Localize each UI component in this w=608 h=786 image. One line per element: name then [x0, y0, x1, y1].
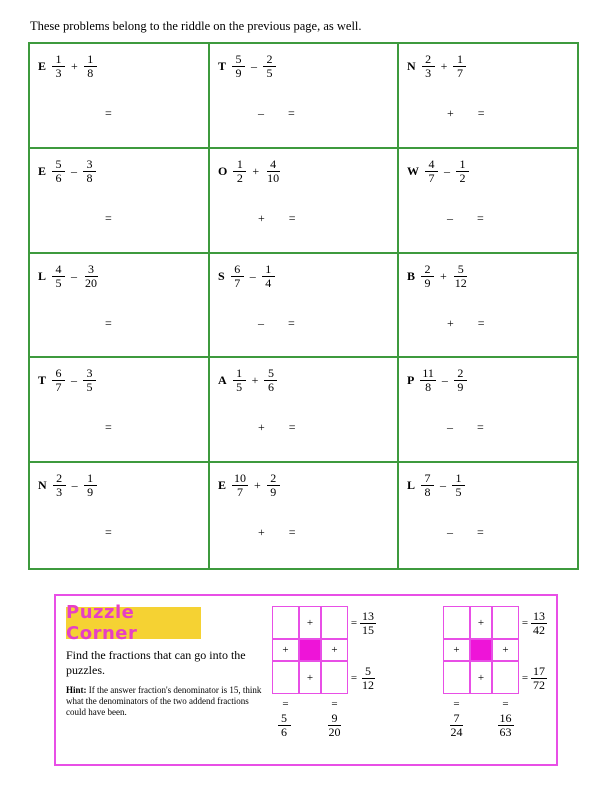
answer-symbol: – — [447, 210, 453, 225]
problem-cell — [30, 149, 210, 254]
answer-symbol: = — [105, 106, 112, 120]
fraction-a — [425, 158, 438, 185]
numerator: 2 — [454, 367, 467, 381]
problem-expression — [407, 472, 465, 499]
column-result-fraction — [498, 712, 514, 739]
puzzle-blank-cell[interactable] — [443, 606, 470, 639]
numerator: 9 — [328, 712, 341, 726]
fraction-a — [52, 53, 65, 80]
problem-expression — [407, 263, 469, 290]
puzzle-blank-cell[interactable] — [272, 661, 299, 694]
denominator: 42 — [533, 622, 545, 637]
answer-symbol: = — [105, 315, 112, 330]
fraction-b — [84, 472, 97, 499]
problem-cell — [210, 463, 399, 568]
answer-area — [447, 211, 484, 226]
answer-symbol: = — [105, 525, 112, 540]
numerator: 1 — [262, 263, 275, 277]
puzzle-center-block — [470, 639, 492, 661]
problem-cell — [399, 254, 577, 359]
numerator: 5 — [232, 53, 245, 67]
numerator: 1 — [84, 53, 97, 67]
problem-expression — [38, 158, 96, 185]
row-result-fraction — [531, 665, 547, 692]
numerator: 5 — [52, 158, 65, 172]
plus-sign: + — [282, 644, 289, 656]
denominator: 7 — [237, 485, 244, 500]
problem-letter: E — [38, 59, 47, 73]
puzzle-blank-cell[interactable] — [492, 661, 519, 694]
fraction-b — [454, 367, 467, 394]
problem-expression — [407, 53, 466, 80]
answer-area — [258, 316, 295, 331]
row-result-fraction — [360, 610, 376, 637]
equals-sign: = — [282, 698, 289, 710]
answer-symbol: = — [477, 420, 484, 435]
numerator: 1 — [456, 158, 469, 172]
numerator: 17 — [533, 663, 545, 678]
problem-cell — [210, 149, 399, 254]
fraction-b — [453, 263, 469, 290]
fraction-a — [422, 53, 435, 80]
numerator: 7 — [450, 712, 463, 726]
row-result-fraction — [531, 610, 547, 637]
problem-letter: O — [218, 163, 228, 178]
denominator: 6 — [55, 170, 62, 185]
answer-symbol: + — [258, 420, 265, 435]
fraction-b — [453, 53, 466, 80]
problem-letter: W — [407, 163, 419, 178]
equals-sign: = — [502, 698, 509, 710]
numerator: 6 — [231, 263, 244, 277]
operator: – — [71, 163, 78, 178]
fraction-a — [232, 472, 248, 499]
fraction-a — [420, 367, 436, 394]
numerator: 13 — [362, 608, 374, 623]
puzzle-blank-cell[interactable] — [443, 661, 470, 694]
denominator: 3 — [425, 66, 432, 80]
fraction-b — [264, 367, 277, 394]
plus-sign: + — [306, 671, 314, 684]
fraction-a — [232, 53, 245, 80]
answer-symbol: + — [258, 525, 265, 540]
denominator: 6 — [267, 380, 274, 395]
equals-sign: = — [521, 671, 529, 684]
problem-cell — [210, 254, 399, 359]
puzzle-corner-hint — [66, 685, 266, 718]
problem-cell — [399, 358, 577, 463]
denominator: 5 — [55, 275, 62, 290]
answer-symbol: + — [447, 106, 454, 120]
numerator: 5 — [362, 665, 375, 679]
problem-letter: B — [407, 268, 416, 283]
numerator: 1 — [233, 367, 246, 381]
problem-letter: E — [38, 163, 47, 178]
answer-symbol: = — [288, 106, 295, 120]
denominator: 10 — [267, 170, 280, 185]
answer-symbol: = — [105, 210, 112, 225]
numerator: 1 — [233, 158, 246, 172]
problem-letter: E — [218, 478, 227, 493]
answer-symbol: – — [258, 315, 264, 330]
operator: – — [249, 268, 256, 283]
answer-symbol: = — [288, 525, 296, 540]
answer-symbol: = — [477, 210, 484, 225]
denominator: 4 — [265, 275, 272, 290]
answer-symbol: = — [477, 106, 485, 120]
puzzle-blank-cell[interactable] — [492, 606, 519, 639]
answer-area — [258, 420, 296, 435]
numerator: 1 — [52, 53, 65, 67]
puzzle-blank-cell[interactable] — [272, 606, 299, 639]
fraction-b — [262, 263, 275, 290]
answer-symbol: = — [477, 315, 485, 330]
fraction-a — [52, 263, 65, 290]
equals-sign: = — [350, 671, 358, 684]
equals-sign: = — [350, 616, 358, 629]
denominator: 9 — [270, 485, 277, 500]
denominator: 2 — [459, 170, 466, 185]
plus-sign: + — [306, 616, 314, 629]
denominator: 3 — [55, 66, 62, 80]
answer-symbol: + — [447, 315, 454, 330]
problem-cell — [210, 44, 399, 149]
hint-text: If the answer fraction's denominator is 15, think what the denominators of the two addend fractions could have been. — [66, 685, 262, 717]
column-result-fraction — [449, 712, 465, 739]
numerator: 1 — [452, 472, 465, 486]
fraction-a — [421, 263, 434, 290]
denominator: 3 — [56, 485, 63, 500]
puzzle-blank-cell[interactable] — [321, 606, 348, 639]
numerator: 4 — [267, 158, 280, 172]
answer-area — [447, 106, 485, 121]
plus-sign: + — [453, 644, 460, 656]
problem-expression — [218, 53, 276, 80]
numerator: 2 — [53, 472, 66, 486]
answer-symbol: = — [288, 210, 296, 225]
denominator: 5 — [455, 485, 462, 500]
denominator: 15 — [362, 622, 374, 637]
plus-sign: + — [477, 616, 485, 629]
operator: – — [71, 268, 78, 283]
equals-sign: = — [331, 698, 338, 710]
answer-symbol: = — [477, 525, 484, 540]
fraction-a — [421, 472, 434, 499]
numerator: 1 — [453, 53, 466, 67]
answer-area — [447, 316, 485, 331]
fraction-a — [52, 367, 65, 394]
fraction-a — [53, 472, 66, 499]
denominator: 9 — [235, 66, 242, 80]
operator: – — [251, 59, 258, 73]
denominator: 6 — [281, 725, 287, 739]
fraction-a — [233, 367, 246, 394]
problem-letter: T — [218, 59, 227, 73]
numerator: 11 — [422, 366, 434, 381]
operator: – — [444, 163, 450, 178]
problem-cell — [30, 254, 210, 359]
plus-sign: + — [502, 644, 509, 656]
operator: – — [440, 478, 447, 493]
operator: – — [71, 478, 78, 493]
operator: + — [440, 268, 447, 283]
problem-expression — [38, 472, 97, 499]
fraction-b — [263, 53, 276, 80]
answer-symbol: – — [447, 525, 453, 540]
equals-sign: = — [521, 616, 529, 629]
problem-letter: L — [38, 268, 47, 283]
numerator: 2 — [422, 53, 435, 67]
denominator: 5 — [266, 66, 273, 80]
fraction-a — [52, 158, 65, 185]
answer-area — [105, 525, 112, 540]
problem-cell — [30, 463, 210, 568]
operator: + — [254, 478, 261, 493]
problem-cell — [30, 358, 210, 463]
denominator: 5 — [236, 380, 243, 395]
denominator: 9 — [424, 275, 431, 290]
answer-symbol: = — [288, 315, 295, 330]
fraction-b — [83, 367, 96, 394]
answer-area — [447, 525, 484, 540]
numerator: 10 — [234, 471, 247, 486]
numerator: 2 — [263, 53, 276, 67]
problem-cell — [399, 149, 577, 254]
denominator: 72 — [533, 677, 545, 692]
fraction-b — [84, 53, 97, 80]
problem-expression — [407, 367, 467, 394]
numerator: 2 — [421, 263, 434, 277]
fraction-b — [265, 158, 281, 185]
denominator: 8 — [424, 485, 431, 500]
answer-symbol: – — [258, 106, 264, 120]
answer-area — [105, 316, 112, 331]
denominator: 7 — [428, 170, 435, 185]
numerator: 5 — [454, 263, 467, 277]
problem-cell — [30, 44, 210, 149]
numerator: 2 — [267, 472, 280, 486]
fraction-b — [83, 158, 96, 185]
answer-area — [105, 420, 112, 435]
problem-expression — [407, 158, 469, 185]
denominator: 24 — [450, 725, 463, 739]
problem-expression — [38, 53, 97, 80]
denominator: 63 — [499, 725, 512, 739]
numerator: 4 — [52, 263, 65, 277]
denominator: 8 — [425, 380, 432, 395]
denominator: 9 — [87, 485, 94, 500]
denominator: 7 — [234, 275, 241, 290]
equals-sign: = — [453, 698, 460, 710]
numerator: 1 — [84, 472, 97, 486]
numerator: 6 — [52, 367, 65, 381]
operator: + — [251, 373, 259, 388]
problem-letter: T — [38, 373, 47, 388]
denominator: 7 — [55, 380, 62, 395]
problem-cell — [399, 44, 577, 149]
denominator: 12 — [362, 677, 374, 692]
denominator: 12 — [454, 275, 467, 290]
problem-cell — [399, 463, 577, 568]
puzzle-blank-cell[interactable] — [321, 661, 348, 694]
column-result-fraction — [327, 712, 343, 739]
numerator: 5 — [264, 367, 277, 381]
answer-symbol: – — [447, 420, 453, 435]
answer-symbol: = — [288, 420, 296, 435]
answer-symbol: = — [105, 420, 112, 435]
fraction-b — [452, 472, 465, 499]
operator: – — [71, 373, 78, 388]
fraction-b — [267, 472, 280, 499]
row-result-fraction — [360, 665, 376, 692]
problem-letter: N — [38, 478, 47, 493]
numerator: 13 — [533, 608, 545, 623]
numerator: 3 — [85, 263, 98, 277]
problem-expression — [38, 367, 96, 394]
problem-letter: A — [218, 373, 227, 388]
fraction-a — [233, 158, 246, 185]
problem-grid — [28, 42, 579, 570]
answer-area — [258, 211, 296, 226]
denominator: 8 — [86, 170, 93, 185]
intro-text: These problems belong to the riddle on the previous page, as well. — [30, 19, 362, 33]
problem-cell — [210, 358, 399, 463]
problem-expression — [218, 367, 277, 394]
answer-area — [105, 211, 112, 226]
plus-sign: + — [331, 644, 338, 656]
puzzle-corner — [54, 594, 558, 766]
problem-expression — [38, 263, 99, 290]
problem-letter: P — [407, 373, 415, 388]
puzzle-center-block — [299, 639, 321, 661]
problem-expression — [218, 263, 275, 290]
numerator: 4 — [425, 158, 438, 172]
puzzle-corner-title: Puzzle Corner — [66, 607, 201, 639]
denominator: 2 — [236, 170, 243, 185]
numerator: 5 — [278, 712, 291, 726]
fraction-a — [231, 263, 244, 290]
fraction-b — [83, 263, 99, 290]
hint-label: Hint: — [66, 685, 87, 695]
problem-expression — [218, 158, 281, 185]
problem-letter: N — [407, 59, 416, 73]
operator: + — [252, 163, 260, 178]
numerator: 7 — [421, 472, 434, 486]
plus-sign: + — [477, 671, 485, 684]
fraction-b — [456, 158, 469, 185]
denominator: 20 — [85, 275, 98, 290]
operator: + — [440, 59, 448, 73]
puzzle-corner-instructions: Find the fractions that can go into the puzzles. — [66, 648, 246, 677]
problem-letter: S — [218, 268, 225, 283]
numerator: 16 — [499, 711, 512, 725]
denominator: 5 — [86, 380, 93, 395]
problem-letter: L — [407, 478, 416, 493]
answer-area — [447, 420, 484, 435]
answer-area — [258, 525, 296, 540]
denominator: 8 — [87, 66, 94, 80]
answer-area — [105, 106, 112, 121]
answer-area — [258, 106, 295, 121]
denominator: 20 — [328, 725, 341, 739]
operator: + — [71, 59, 78, 73]
numerator: 3 — [83, 158, 96, 172]
problem-expression — [218, 472, 280, 499]
numerator: 3 — [83, 367, 96, 381]
column-result-fraction — [278, 712, 291, 739]
answer-symbol: + — [258, 210, 265, 225]
denominator: 7 — [456, 66, 463, 80]
denominator: 9 — [457, 380, 464, 395]
operator: – — [441, 373, 448, 388]
